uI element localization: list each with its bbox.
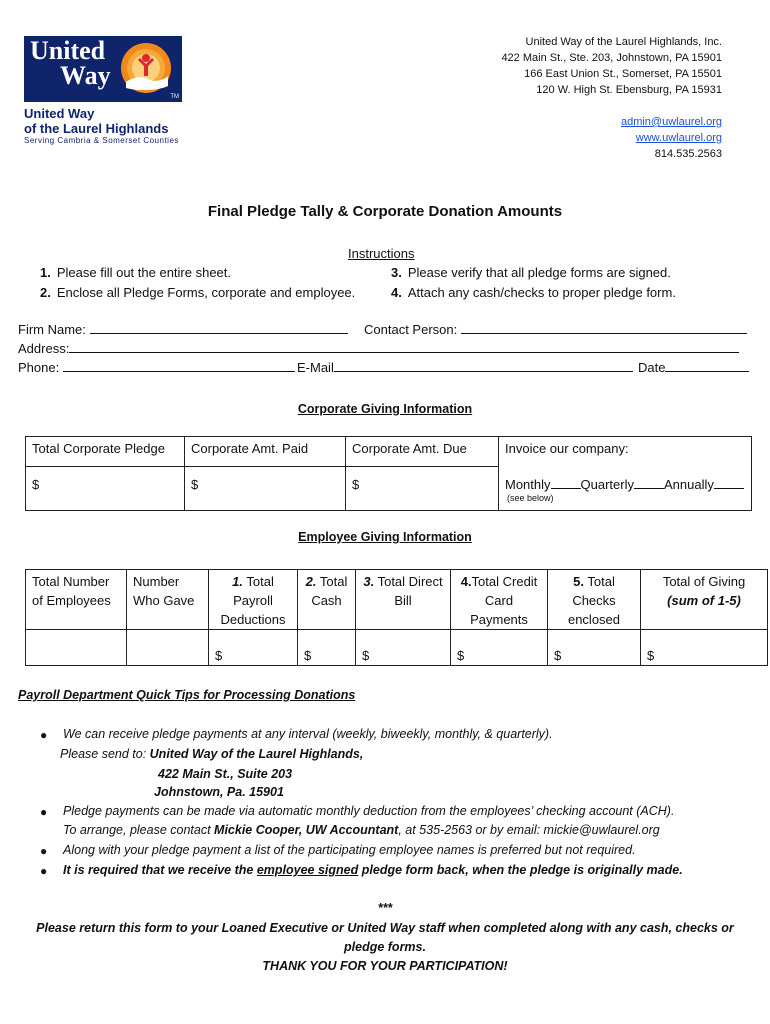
emp-number-gave-cell[interactable]	[127, 630, 209, 666]
website-link[interactable]: www.uwlaurel.org	[635, 132, 722, 144]
emp-header-total-employees: Total Number of Employees	[26, 570, 127, 630]
instructions-heading: Instructions	[348, 246, 415, 261]
bullet-4-marker: ●	[40, 864, 48, 878]
bullet-1-marker: ●	[40, 728, 48, 742]
email-field[interactable]: E-Mail	[297, 360, 633, 375]
logo-line-1: United	[30, 36, 106, 65]
logo-org-name	[24, 106, 194, 136]
emp-header-cash: 2. Total Cash	[298, 570, 356, 630]
instruction-item-3: 3. Please verify that all pledge forms are signed.	[391, 265, 671, 280]
send-to-address-2: Johnstown, Pa. 15901	[154, 785, 284, 799]
payroll-tips-heading: Payroll Department Quick Tips for Processing Donations	[18, 688, 356, 702]
phone-field[interactable]: Phone:	[18, 360, 295, 375]
address-line-1: 422 Main St., Ste. 203, Johnstown, PA 15901	[501, 52, 722, 64]
corp-amt-due-cell[interactable]: $	[346, 467, 499, 511]
page-title: Final Pledge Tally & Corporate Donation Amounts	[207, 203, 563, 220]
emp-header-number-gave: Number Who Gave	[127, 570, 209, 630]
phone-number: 814.535.2563	[654, 148, 722, 160]
closing-line-1: Please return this form to your Loaned Executive or United Way staff when completed along with any cash, checks or	[36, 921, 734, 935]
corp-header-amt-paid: Corporate Amt. Paid	[185, 437, 346, 467]
corp-total-pledge-cell[interactable]: $	[26, 467, 185, 511]
corp-invoice-options[interactable]	[499, 467, 752, 511]
invoice-monthly-label: Monthly	[505, 476, 551, 492]
corp-header-total-pledge: Total Corporate Pledge	[26, 437, 185, 467]
address-block	[501, 34, 722, 162]
email-link[interactable]: admin@uwlaurel.org	[620, 116, 722, 128]
org-name: United Way of the Laurel Highlands, Inc.	[525, 36, 722, 48]
emp-payroll-cell[interactable]: $	[209, 630, 298, 666]
corporate-giving-heading: Corporate Giving Information	[297, 402, 473, 416]
address-line-3: 120 W. High St. Ebensburg, PA 15931	[536, 84, 722, 96]
closing-line-2: pledge forms.	[344, 940, 426, 954]
tip-bullet-3: Along with your pledge payment a list of the participating employee names is preferred but not required.	[63, 843, 636, 857]
emp-credit-card-cell[interactable]: $	[451, 630, 548, 666]
united-way-logo	[24, 36, 182, 102]
corp-header-amt-due: Corporate Amt. Due	[346, 437, 499, 467]
emp-header-payroll: 1. Total Payroll Deductions	[209, 570, 298, 630]
date-field[interactable]: Date	[638, 360, 749, 375]
firm-name-field[interactable]: Firm Name:	[18, 322, 348, 337]
arrange-contact-line: To arrange, please contact Mickie Cooper, UW Accountant, at 535-2563 or by email: mickie@uwlaurel.org	[63, 823, 660, 837]
tip-bullet-1: We can receive pledge payments at any interval (weekly, biweekly, monthly, & quarterly).	[63, 727, 553, 741]
send-to-line: Please send to: United Way of the Laurel Highlands,	[60, 747, 364, 761]
logo-wordmark	[30, 38, 111, 88]
emp-header-total-giving: Total of Giving (sum of 1-5)	[641, 570, 768, 630]
instruction-item-1: 1. Please fill out the entire sheet.	[40, 265, 232, 280]
trademark-mark: TM	[170, 94, 179, 100]
address-line-2: 166 East Union St., Somerset, PA 15501	[524, 68, 722, 80]
send-to-address-1: 422 Main St., Suite 203	[158, 767, 293, 781]
instruction-item-2: 2. Enclose all Pledge Forms, corporate and employee.	[40, 285, 356, 300]
emp-total-employees-cell[interactable]	[26, 630, 127, 666]
logo-tagline: Serving Cambria & Somerset Counties	[24, 136, 179, 145]
corporate-giving-table	[25, 436, 752, 511]
employee-giving-table	[25, 569, 768, 666]
emp-checks-cell[interactable]: $	[548, 630, 641, 666]
tip-bullet-2: Pledge payments can be made via automatic monthly deduction from the employees’ checking account (ACH).	[63, 804, 675, 818]
closing-stars: ***	[377, 901, 393, 915]
emp-header-credit-card: 4.Total Credit Card Payments	[451, 570, 548, 630]
hand-sun-icon	[120, 42, 172, 94]
contact-person-field[interactable]: Contact Person:	[364, 322, 747, 337]
emp-total-giving-cell[interactable]: $	[641, 630, 768, 666]
invoice-quarterly-label: Quarterly	[580, 476, 634, 492]
thank-you-line: THANK YOU FOR YOUR PARTICIPATION!	[262, 959, 508, 973]
emp-header-direct-bill: 3. Total Direct Bill	[356, 570, 451, 630]
logo-line-2: Way	[60, 61, 111, 90]
bullet-3-marker: ●	[40, 844, 48, 858]
emp-cash-cell[interactable]: $	[298, 630, 356, 666]
instruction-item-4: 4. Attach any cash/checks to proper pledge form.	[391, 285, 676, 300]
corp-header-invoice: Invoice our company:	[499, 437, 752, 467]
see-below-note: (see below)	[507, 492, 554, 503]
tip-bullet-4: It is required that we receive the employee signed pledge form back, when the pledge is originally made.	[63, 863, 683, 877]
emp-header-checks: 5. Total Checks enclosed	[548, 570, 641, 630]
address-field[interactable]: Address:	[18, 341, 739, 356]
logo-org-name-1: United Way	[24, 106, 95, 121]
logo-org-name-2: of the Laurel Highlands	[24, 121, 169, 136]
bullet-2-marker: ●	[40, 805, 48, 819]
invoice-annually-label: Annually	[664, 476, 714, 492]
employee-giving-heading: Employee Giving Information	[298, 530, 472, 544]
corp-amt-paid-cell[interactable]: $	[185, 467, 346, 511]
emp-direct-bill-cell[interactable]: $	[356, 630, 451, 666]
